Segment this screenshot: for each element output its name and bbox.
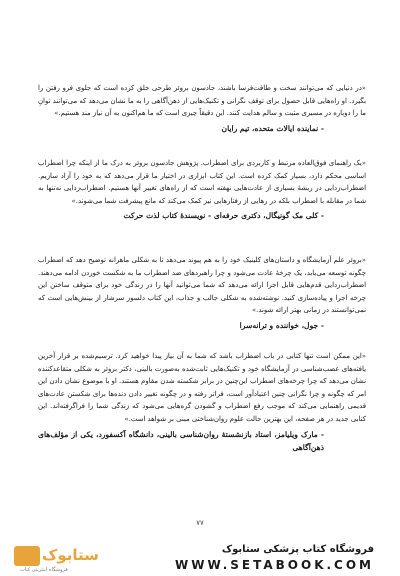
page-number: ۷۷: [196, 519, 204, 527]
logo-badge-icon: [14, 546, 40, 566]
endorsement-3: [38, 254, 366, 332]
endorsement-attribution: - جول، خواننده و ترانه‌سرا: [239, 320, 324, 330]
store-name: فروشگاه کتاب پزشکی ستابوک: [221, 544, 374, 555]
store-url-link[interactable]: WWW.SETABOOK.COM: [174, 558, 374, 572]
endorsement-text: «بروئر علم آزمایشگاه و داستان‌های کلینیک خود را به هم پیوند می‌دهد تا به شکلی ماهرانه توضیح دهد که اضطراب چگونه توسعه می‌یابد، یک چرخهٔ عادت می‌شود و چرا راهبردهای ضد اضطراب ما به شکست خوردن ادامه می‌دهند. اضطراب‌زدایی قدم‌هایی قابل اجرا ارائه می‌دهد که شما می‌توانید آنها را در زندگی خود برای متوقف ساختن این چرخه اجرا و پیاده‌سازی کنید. نوشته‌شده به شکلی جالب و جذاب، این کتاب دلسوز سرشار از بینش‌هایی است که نمی‌توانستند در زمانی بهتر ارائه شوند.»: [38, 256, 366, 315]
endorsement-text: «یک راهنمای فوق‌العاده مرتبط و کاربردی برای اضطراب. پژوهش جادسون بروئر به درک ما از اینکه چرا اضطراب اساسی محکم دارد، بسیار کمک کرده است. این کتاب ابزاری در اختیار ما قرار می‌دهد که به خود را آزاد سازیم. اضطراب‌زدایی در ریشهٔ بسیاری از عادت‌هایی نهفته است که از راه‌های تغییر آنها هستیم. اضطراب‌زدایی نه‌تنها به شما در مقابله با اضطراب بلکه در رهایی از رفتارهایی نیز کمک می‌کند که مانع پیشرفت شما می‌شوند.»: [38, 159, 366, 205]
endorsement-attribution: - نماینده ایالات متحده، تیم رایان: [221, 123, 324, 133]
logo-tagline: فروشگاه اینترنتی کتاب: [20, 567, 68, 573]
endorsement-text: «در دنیایی که می‌توانند سخت و طاقت‌فرسا باشند، جادسون بروئر طرحی خلق کرده است که جلوی فرو رفتن را بگیرد. او راه‌هایی قابل حصول برای توقف نگرانی و تکنیک‌هایی از ذهن‌آگاهی را به ما نشان می‌دهد که می‌توانند توانِ ما را دوباره در مسیری مثبت و سالم هدایت کنند. این دقیقاً چیزی است که ما هم‌اکنون به آن نیاز مند هستیم.»: [38, 84, 367, 118]
endorsement-attribution: - مارک ویلیامز، استاد بازنشستهٔ روان‌شناسی بالینی، دانشگاه آکسفورد، یکی از مؤلف‌های ذهن‌آگاهی: [38, 429, 324, 452]
endorsement-text: «این ممکن است تنها کتابی در باب اضطراب باشد که شما به آن نیاز پیدا خواهید کرد. ترسیم‌شده بر قرار آخرین یافته‌های عصب‌شناسی در آزمایشگاه خود و تکنیک‌هایی ثابت‌شده به‌صورت بالینی، دکتر بروئر به شکلی متقاعدکننده نشان می‌دهد که چرا چرخه‌های اضطراب این‌چنین در برابر شکسته شدن مقاوم هستند. او با موضوع نشان دادن این امر که چگونه و چرا نگرانی چنین اعتیادآور است، فراتر رفته و در چگونه تغییر دادن دنده‌ها برای شکستن عادت‌های قدیمی راهنمایی می‌کند که موجب رفع اضطراب و گشودن گره‌هایی می‌شود که زندگی شما را فراگرفته‌اند. این کتابی جدید در هر صفحه، این بهترین حالت علوم روان‌شناختی مبنی بر شواهد است.»: [38, 352, 366, 423]
setabook-logo[interactable]: [14, 546, 106, 572]
store-footer: [0, 536, 400, 576]
endorsement-attribution: - کلی مک گونیگال، دکتری حرفه‌ای - نویسندهٔ کتاب لذت حرکت: [123, 211, 324, 221]
endorsement-2: [38, 157, 366, 222]
endorsement-1: [38, 82, 366, 135]
logo-wordmark: ستابوک: [42, 546, 99, 564]
endorsement-4: [38, 350, 366, 454]
